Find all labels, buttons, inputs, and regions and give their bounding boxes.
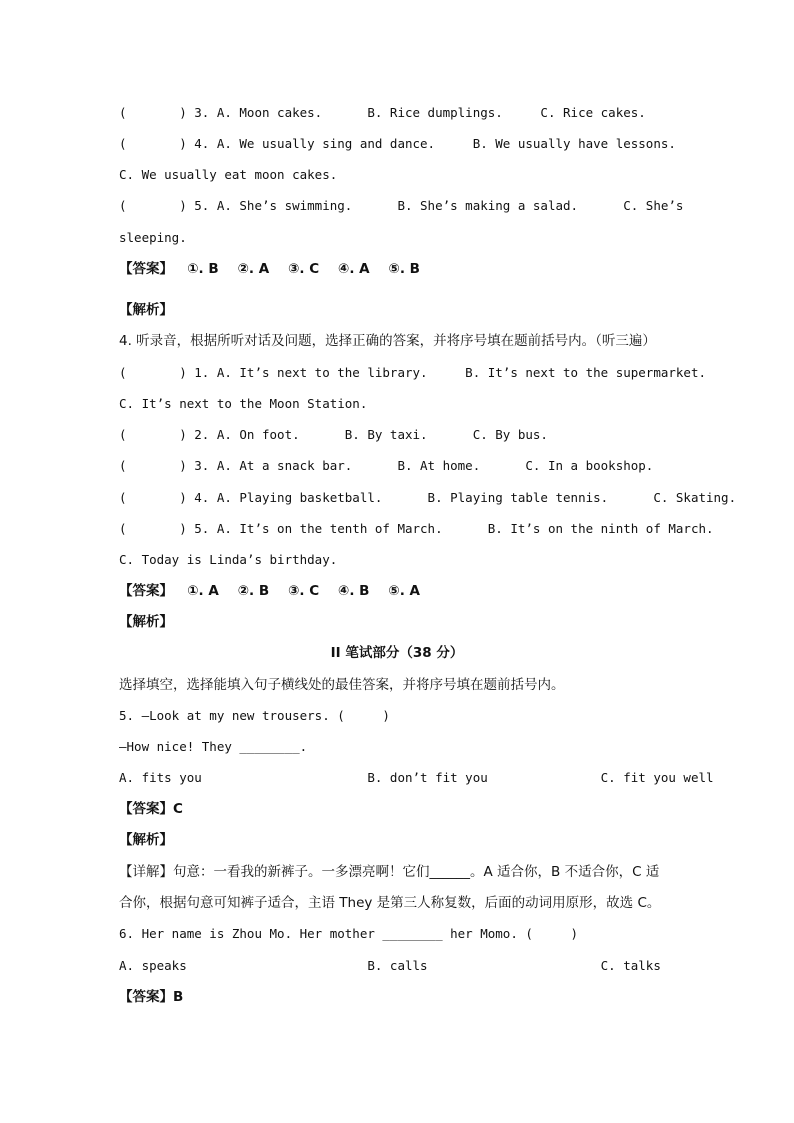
section-heading: II 笔试部分（38 分） xyxy=(330,645,464,661)
listening-q1: ( ) 1. A. It’s next to the library. B. It’s next to the supermarket. xyxy=(119,365,706,380)
answer-line-4: 【答案】B xyxy=(119,989,184,1005)
listening-q5-option-c: C. Today is Linda’s birthday. xyxy=(119,552,338,567)
analysis-label-3: 【解析】 xyxy=(119,832,173,848)
question-6-options: A. speaks B. calls C. talks xyxy=(119,958,661,973)
question-3-line: ( ) 3. A. Moon cakes. B. Rice dumplings. C. Rice cakes. xyxy=(119,105,646,120)
answer-line-2: 【答案】 ①. A ②. B ③. C ④. B ⑤. A xyxy=(119,583,420,599)
question-4-line: ( ) 4. A. We usually sing and dance. B. We usually have lessons. xyxy=(119,136,676,151)
listening-q2: ( ) 2. A. On foot. B. By taxi. C. By bus. xyxy=(119,427,548,442)
listening-q5: ( ) 5. A. It’s on the tenth of March. B. It’s on the ninth of March. xyxy=(119,521,714,536)
listening-instruction: 4. 听录音，根据所听对话及问题，选择正确的答案，并将序号填在题前括号内。（听三遍） xyxy=(119,333,656,349)
question-5-response: —How nice! They ________. xyxy=(119,739,308,754)
explanation-line-2: 合你，根据句意可知裤子适合，主语 They 是第三人称复数，后面的动词用原形，故选 C。 xyxy=(119,895,661,911)
analysis-label-1: 【解析】 xyxy=(119,302,173,318)
question-5-continuation: sleeping. xyxy=(119,230,187,245)
question-5-line: ( ) 5. A. She’s swimming. B. She’s making a salad. C. She’s xyxy=(119,198,684,213)
analysis-label-2: 【解析】 xyxy=(119,614,173,630)
listening-q1-option-c: C. It’s next to the Moon Station. xyxy=(119,396,368,411)
answer-line-3: 【答案】C xyxy=(119,801,183,817)
question-5-prompt: 5. —Look at my new trousers. ( ) xyxy=(119,708,390,723)
choice-instruction: 选择填空，选择能填入句子横线处的最佳答案，并将序号填在题前括号内。 xyxy=(119,677,565,693)
question-4-option-c: C. We usually eat moon cakes. xyxy=(119,167,338,182)
answer-line-1: 【答案】 ①. B ②. A ③. C ④. A ⑤. B xyxy=(119,261,420,277)
explanation-line-1: 【详解】句意：一看我的新裤子。一多漂亮啊！它们______。A 适合你，B 不适合你，C 适 xyxy=(119,864,660,880)
question-5-options: A. fits you B. don’t fit you C. fit you well xyxy=(119,770,714,785)
question-6-prompt: 6. Her name is Zhou Mo. Her mother ________ her Momo. ( ) xyxy=(119,926,579,941)
listening-q3: ( ) 3. A. At a snack bar. B. At home. C. In a bookshop. xyxy=(119,458,654,473)
listening-q4: ( ) 4. A. Playing basketball. B. Playing table tennis. C. Skating. xyxy=(119,490,737,505)
